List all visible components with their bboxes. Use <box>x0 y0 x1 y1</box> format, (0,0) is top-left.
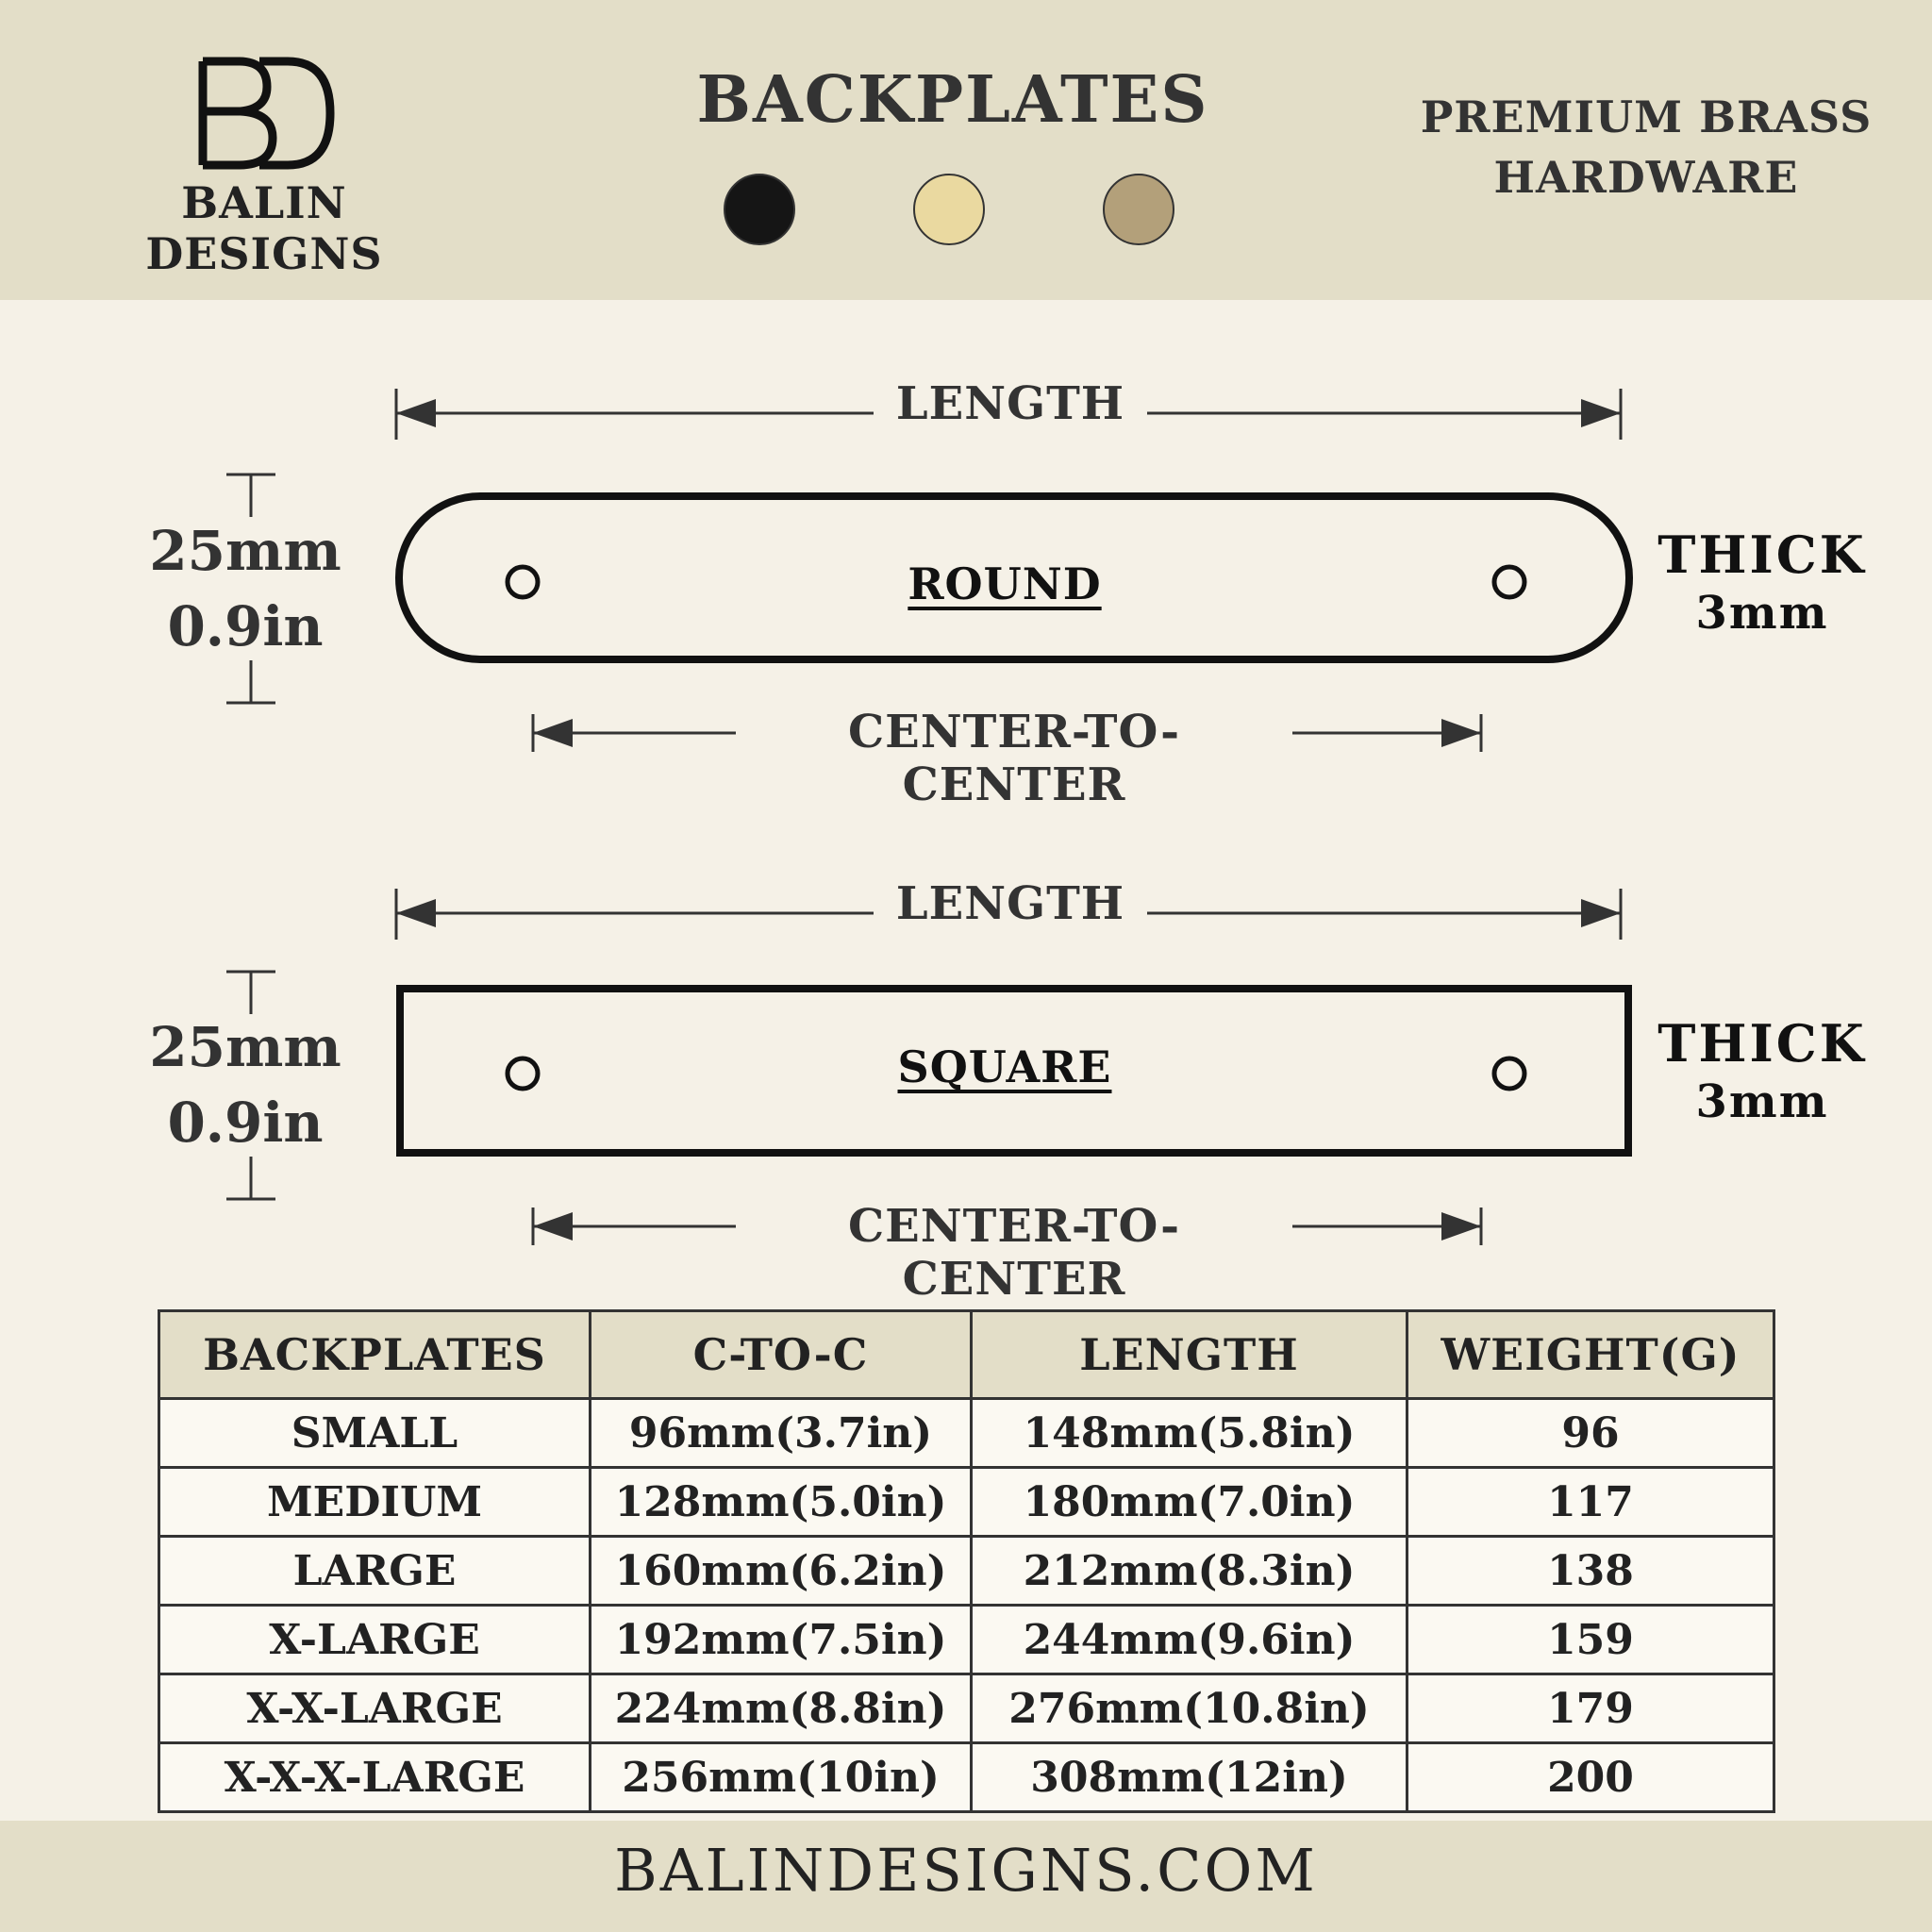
table-row <box>159 1743 1774 1812</box>
size-name: SMALL <box>159 1399 591 1468</box>
round-ctc-label: CENTER-TO-CENTER <box>736 706 1292 811</box>
round-height-in: 0.9in <box>167 594 324 658</box>
round-shape-label: ROUND <box>908 558 1102 609</box>
brand-name: BALIN DESIGNS <box>145 177 383 279</box>
c-to-c-value: 160mm(6.2in) <box>591 1537 972 1606</box>
square-height-in: 0.9in <box>167 1091 324 1155</box>
page-title: BACKPLATES <box>696 62 1209 138</box>
c-to-c-value: 96mm(3.7in) <box>591 1399 972 1468</box>
round-height-mm: 25mm <box>149 519 341 583</box>
table-row <box>159 1399 1774 1468</box>
column-header-backplates: BACKPLATES <box>159 1311 591 1399</box>
weight-value: 96 <box>1407 1399 1774 1468</box>
length-value: 212mm(8.3in) <box>972 1537 1407 1606</box>
length-value: 244mm(9.6in) <box>972 1606 1407 1674</box>
size-name: MEDIUM <box>159 1468 591 1537</box>
table-row <box>159 1537 1774 1606</box>
table-header-row <box>159 1311 1774 1399</box>
round-thickness <box>1649 525 1875 641</box>
weight-value: 138 <box>1407 1537 1774 1606</box>
weight-value: 200 <box>1407 1743 1774 1812</box>
round-thick-value: 3mm <box>1695 587 1829 640</box>
length-value: 276mm(10.8in) <box>972 1674 1407 1743</box>
tagline-line-1: PREMIUM BRASS <box>1420 92 1873 142</box>
round-height-dimension <box>132 513 358 664</box>
size-name: X-X-X-LARGE <box>159 1743 591 1812</box>
square-plate-hole-left <box>508 1058 538 1089</box>
column-header-length: LENGTH <box>972 1311 1407 1399</box>
website-link[interactable]: BALINDESIGNS.COM <box>614 1836 1318 1905</box>
round-plate-hole-left <box>508 567 538 597</box>
size-spec-table <box>158 1309 1775 1813</box>
weight-value: 159 <box>1407 1606 1774 1674</box>
weight-value: 179 <box>1407 1674 1774 1743</box>
size-name: X-X-LARGE <box>159 1674 591 1743</box>
table-row <box>159 1468 1774 1537</box>
length-value: 180mm(7.0in) <box>972 1468 1407 1537</box>
square-ctc-label: CENTER-TO-CENTER <box>736 1200 1292 1306</box>
square-height-dimension <box>132 1009 358 1160</box>
square-plate-hole-right <box>1494 1058 1524 1089</box>
column-header-weight: WEIGHT(G) <box>1407 1311 1774 1399</box>
c-to-c-value: 128mm(5.0in) <box>591 1468 972 1537</box>
c-to-c-value: 256mm(10in) <box>591 1743 972 1812</box>
weight-value: 117 <box>1407 1468 1774 1537</box>
length-value: 308mm(12in) <box>972 1743 1407 1812</box>
square-thickness <box>1649 1013 1875 1130</box>
column-header-c-to-c: C-TO-C <box>591 1311 972 1399</box>
c-to-c-value: 192mm(7.5in) <box>591 1606 972 1674</box>
c-to-c-value: 224mm(8.8in) <box>591 1674 972 1743</box>
square-thick-value: 3mm <box>1695 1075 1829 1128</box>
size-name: X-LARGE <box>159 1606 591 1674</box>
table-row <box>159 1674 1774 1743</box>
square-length-label: LENGTH <box>874 877 1147 930</box>
square-height-mm: 25mm <box>149 1015 341 1079</box>
length-value: 148mm(5.8in) <box>972 1399 1407 1468</box>
size-name: LARGE <box>159 1537 591 1606</box>
round-plate-hole-right <box>1494 567 1524 597</box>
table-row <box>159 1606 1774 1674</box>
round-length-label: LENGTH <box>874 377 1147 430</box>
square-thick-label: THICK <box>1657 1013 1867 1074</box>
tagline-line-2: HARDWARE <box>1493 152 1799 203</box>
round-thick-label: THICK <box>1657 525 1867 585</box>
square-shape-label: SQUARE <box>897 1041 1112 1092</box>
